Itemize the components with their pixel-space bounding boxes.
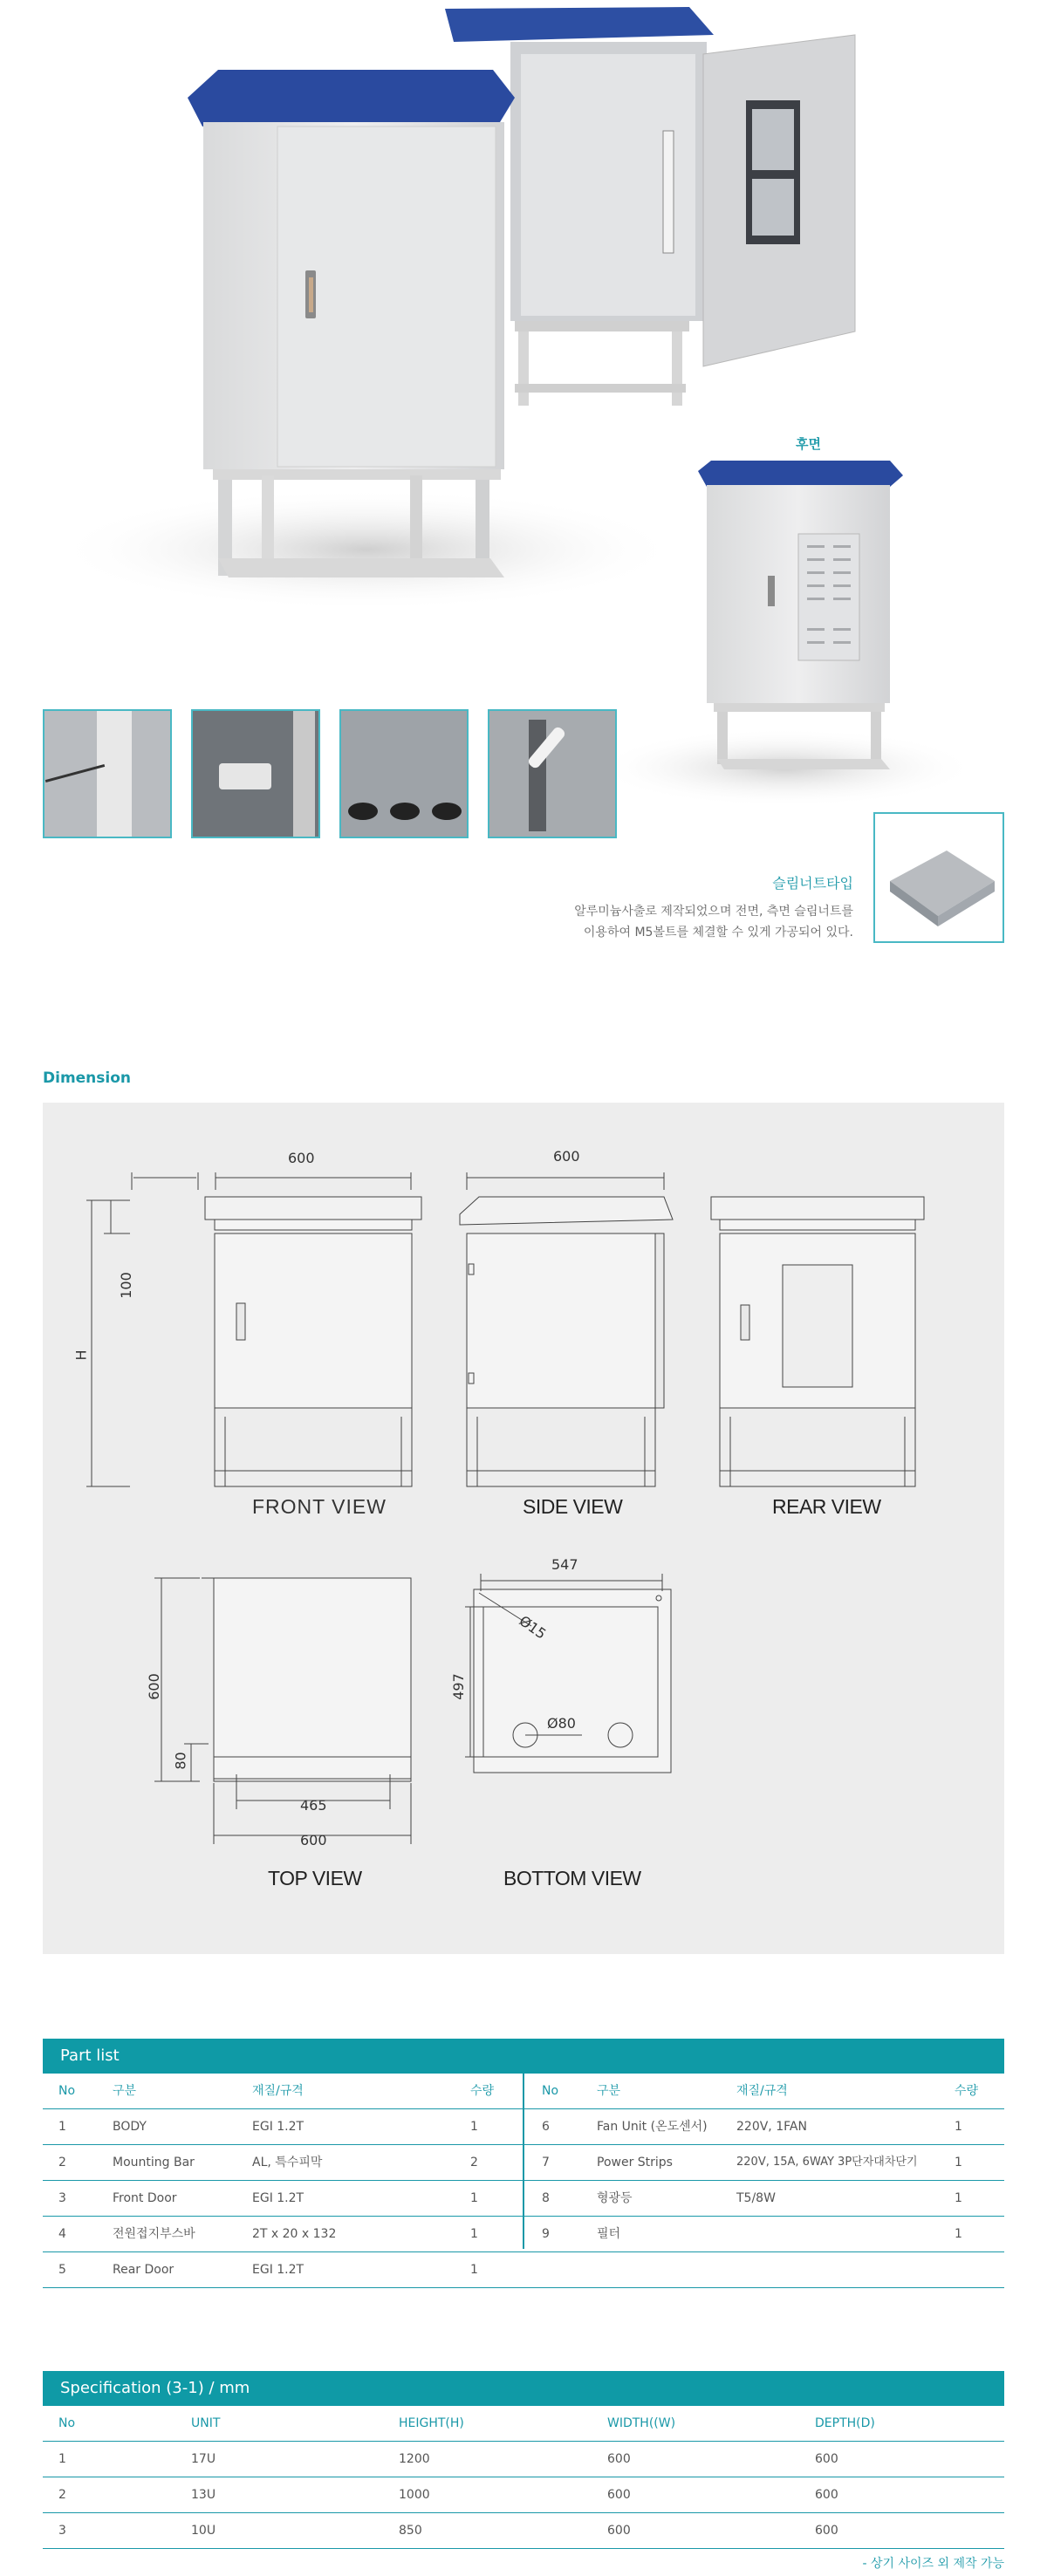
detail-thumb-holes bbox=[339, 709, 469, 838]
cell-no: 1 bbox=[58, 2120, 66, 2134]
cell-no: 6 bbox=[542, 2120, 550, 2134]
cell-qty: 1 bbox=[955, 2156, 962, 2169]
col-qty: 수량 bbox=[955, 2084, 979, 2098]
cell-width: 600 bbox=[607, 2452, 631, 2466]
cell-category: Power Strips bbox=[597, 2156, 673, 2169]
cell-no: 3 bbox=[58, 2524, 66, 2538]
cell-no: 1 bbox=[58, 2452, 66, 2466]
detail-thumb-power-strip bbox=[43, 709, 172, 838]
cell-no: 9 bbox=[542, 2227, 550, 2241]
bottom-depth-dim: 497 bbox=[449, 1673, 467, 1700]
cell-height: 1000 bbox=[399, 2488, 430, 2502]
cell-category: Fan Unit (온도센서) bbox=[597, 2120, 708, 2134]
front-view-drawing bbox=[86, 1172, 421, 1486]
cell-category: BODY bbox=[113, 2120, 147, 2134]
col-no: No bbox=[542, 2084, 559, 2098]
cell-category: Mounting Bar bbox=[113, 2156, 195, 2169]
part-list-header-row bbox=[43, 2074, 1004, 2109]
front-top-dim: 100 bbox=[117, 1272, 134, 1299]
table-row bbox=[43, 2145, 1004, 2181]
front-width-dim: 600 bbox=[288, 1150, 315, 1166]
cell-material: EGI 1.2T bbox=[252, 2263, 305, 2277]
cell-no: 5 bbox=[58, 2263, 66, 2277]
col-category: 구분 bbox=[113, 2084, 137, 2098]
slim-nut-image bbox=[874, 813, 1003, 942]
cell-qty: 1 bbox=[955, 2120, 962, 2134]
col-unit: UNIT bbox=[191, 2416, 221, 2430]
cell-material: EGI 1.2T bbox=[252, 2191, 305, 2205]
top-offset-dim: 80 bbox=[172, 1752, 189, 1770]
cell-width: 600 bbox=[607, 2488, 631, 2502]
col-width: WIDTH((W) bbox=[607, 2416, 676, 2430]
specification-table bbox=[43, 2371, 1004, 2549]
slim-nut-title: 슬림너트타입 bbox=[772, 875, 853, 892]
col-no: No bbox=[58, 2416, 76, 2430]
cell-material: AL, 특수피막 bbox=[252, 2156, 323, 2169]
slim-desc-line2: 이용하여 M5볼트를 체결할 수 있게 가공되어 있다. bbox=[583, 926, 853, 940]
part-list-title: Part list bbox=[43, 2039, 1004, 2074]
specification-title: Specification (3-1) / mm bbox=[43, 2371, 1004, 2406]
slim-nut-description bbox=[574, 901, 853, 943]
cell-qty: 1 bbox=[470, 2263, 478, 2277]
cell-depth: 600 bbox=[815, 2524, 838, 2538]
cell-unit: 17U bbox=[191, 2452, 216, 2466]
table-row bbox=[43, 2442, 1004, 2477]
dimension-drawings bbox=[43, 1103, 1004, 1954]
col-material: 재질/규격 bbox=[736, 2084, 788, 2098]
cell-qty: 1 bbox=[470, 2120, 478, 2134]
col-height: HEIGHT(H) bbox=[399, 2416, 464, 2430]
hole-large-dim: Ø80 bbox=[547, 1715, 576, 1732]
table-row bbox=[43, 2513, 1004, 2549]
top-view-label: TOP VIEW bbox=[268, 1867, 362, 1889]
cell-material: 220V, 1FAN bbox=[736, 2120, 807, 2134]
col-qty: 수량 bbox=[470, 2084, 495, 2098]
top-width-dim: 600 bbox=[300, 1832, 327, 1848]
cell-no: 4 bbox=[58, 2227, 66, 2241]
cell-height: 850 bbox=[399, 2524, 422, 2538]
dimension-title: Dimension bbox=[43, 1069, 132, 1087]
spec-note: - 상기 사이즈 외 제작 가능 bbox=[862, 2557, 1004, 2571]
col-material: 재질/규격 bbox=[252, 2084, 304, 2098]
cell-material: 2T x 20 x 132 bbox=[252, 2227, 337, 2241]
part-list-table bbox=[43, 2039, 1004, 2288]
cell-category: 전원접지부스바 bbox=[113, 2227, 195, 2241]
col-depth: DEPTH(D) bbox=[815, 2416, 875, 2430]
rear-view-drawing bbox=[711, 1197, 924, 1486]
cell-height: 1200 bbox=[399, 2452, 430, 2466]
bottom-view-drawing bbox=[465, 1574, 671, 1773]
table-row bbox=[43, 2252, 1004, 2288]
side-view-drawing bbox=[460, 1172, 673, 1486]
bottom-view-label: BOTTOM VIEW bbox=[503, 1867, 641, 1889]
cell-width: 600 bbox=[607, 2524, 631, 2538]
table-row bbox=[43, 2109, 1004, 2145]
cell-category: Rear Door bbox=[113, 2263, 174, 2277]
cell-category: 필터 bbox=[597, 2227, 621, 2241]
cell-depth: 600 bbox=[815, 2452, 838, 2466]
detail-thumb-latch bbox=[191, 709, 320, 838]
dimension-panel bbox=[43, 1103, 1004, 1954]
side-view-label: SIDE VIEW bbox=[523, 1495, 623, 1518]
cell-no: 2 bbox=[58, 2488, 66, 2502]
slim-desc-line1: 알루미늄사출로 제작되었으며 전면, 측면 슬림너트를 bbox=[574, 905, 853, 919]
front-height-dim: H bbox=[72, 1349, 90, 1361]
rear-cabinet-image bbox=[698, 461, 903, 769]
cell-qty: 2 bbox=[470, 2156, 478, 2169]
part-list-body bbox=[43, 2074, 1004, 2288]
cell-material: EGI 1.2T bbox=[252, 2120, 305, 2134]
cell-no: 8 bbox=[542, 2191, 550, 2205]
cell-no: 7 bbox=[542, 2156, 550, 2169]
cell-depth: 600 bbox=[815, 2488, 838, 2502]
cell-qty: 1 bbox=[470, 2227, 478, 2241]
cell-unit: 10U bbox=[191, 2524, 216, 2538]
top-inner-dim: 465 bbox=[300, 1797, 327, 1814]
rear-view-label: REAR VIEW bbox=[772, 1495, 881, 1518]
floor-shadow bbox=[52, 489, 681, 611]
top-depth-dim: 600 bbox=[145, 1673, 162, 1700]
cell-category: Front Door bbox=[113, 2191, 177, 2205]
spec-header-row bbox=[43, 2406, 1004, 2442]
col-category: 구분 bbox=[597, 2084, 621, 2098]
table-row bbox=[43, 2181, 1004, 2217]
hole-small-dim: Ø15 bbox=[516, 1612, 550, 1643]
col-no: No bbox=[58, 2084, 76, 2098]
cell-no: 2 bbox=[58, 2156, 66, 2169]
table-row bbox=[43, 2477, 1004, 2513]
cell-material: 220V, 15A, 6WAY 3P단자대차단기 bbox=[736, 2156, 918, 2169]
cell-no: 3 bbox=[58, 2191, 66, 2205]
table-row bbox=[43, 2217, 1004, 2252]
open-cabinet-image bbox=[445, 7, 855, 406]
front-view-label: FRONT VIEW bbox=[252, 1495, 387, 1518]
side-width-dim: 600 bbox=[553, 1148, 580, 1165]
top-view-drawing bbox=[154, 1578, 411, 1844]
cell-qty: 1 bbox=[955, 2191, 962, 2205]
detail-thumb-handle bbox=[488, 709, 617, 838]
rear-label: 후면 bbox=[796, 436, 821, 452]
cell-qty: 1 bbox=[470, 2191, 478, 2205]
cell-category: 형광등 bbox=[597, 2191, 633, 2205]
cell-unit: 13U bbox=[191, 2488, 216, 2502]
cell-qty: 1 bbox=[955, 2227, 962, 2241]
cell-material: T5/8W bbox=[736, 2191, 776, 2205]
bottom-width-dim: 547 bbox=[551, 1556, 578, 1573]
